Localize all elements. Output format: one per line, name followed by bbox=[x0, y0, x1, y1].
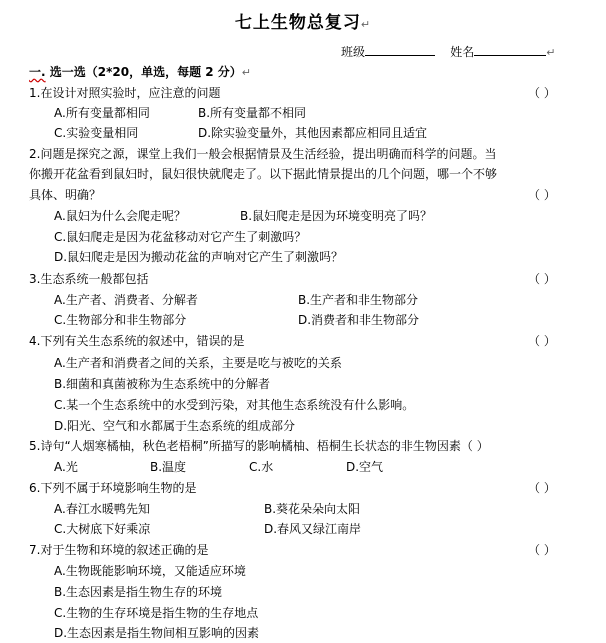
option: A.生物既能影响环境，又能适应环境 bbox=[54, 564, 246, 578]
answer-paren: （ ） bbox=[528, 188, 556, 202]
question-stem: 具体、明确？ bbox=[29, 188, 102, 202]
option: A.鼠妇为什么会爬走呢？ bbox=[54, 209, 186, 223]
option: D.鼠妇爬走是因为搬动花盆的声响对它产生了刺激吗？ bbox=[54, 250, 344, 264]
option: D.生态因素是指生物间相互影响的因素 bbox=[54, 626, 260, 640]
option: B.葵花朵朵向太阳 bbox=[264, 502, 361, 516]
question-stem: 5.诗句“人烟寒橘柚，秋色老梧桐”所描写的影响橘柚、梧桐生长状态的非生物因素（ ） bbox=[29, 439, 489, 453]
option: A.所有变量都相同 bbox=[54, 106, 150, 120]
answer-paren: （ ） bbox=[528, 272, 556, 286]
class-label: 班级 bbox=[341, 45, 366, 59]
option: B.温度 bbox=[150, 460, 187, 474]
option: C.鼠妇爬走是因为花盆移动对它产生了刺激吗？ bbox=[54, 230, 307, 244]
option: D.阳光、空气和水都属于生态系统的组成部分 bbox=[54, 419, 296, 433]
option: D.春风又绿江南岸 bbox=[264, 522, 362, 536]
option: C.实验变量相同 bbox=[54, 126, 139, 140]
question-stem: 2.问题是探究之源，课堂上我们一般会根据情景及生活经验，提出明确而科学的问题。当 bbox=[29, 147, 497, 161]
option: B.所有变量都不相同 bbox=[198, 106, 307, 120]
option: A.生产者、消费者、分解者 bbox=[54, 293, 198, 307]
page-title: 七上生物总复习↵ bbox=[234, 13, 372, 33]
option: B.生态因素是指生物生存的环境 bbox=[54, 585, 223, 599]
option: C.生物的生存环境是指生物的生存地点 bbox=[54, 606, 259, 620]
option: B.生产者和非生物部分 bbox=[298, 293, 419, 307]
option: C.水 bbox=[249, 460, 274, 474]
answer-paren: （ ） bbox=[528, 334, 556, 348]
question-stem: 你搬开花盆看到鼠妇时，鼠妇很快就爬走了。以下据此情景提出的几个问题，哪一个不够 bbox=[29, 167, 498, 181]
option: A.光 bbox=[54, 460, 78, 474]
class-name-fields: 班级 姓名 ↵ bbox=[341, 45, 556, 59]
class-blank[interactable] bbox=[365, 43, 435, 56]
question-stem: 4.下列有关生态系统的叙述中，错误的是 bbox=[29, 334, 245, 348]
option: A.春江水暖鸭先知 bbox=[54, 502, 150, 516]
option: B.细菌和真菌被称为生态系统中的分解者 bbox=[54, 377, 271, 391]
option: D.空气 bbox=[346, 460, 384, 474]
option: D.除实验变量外，其他因素都应相同且适宜 bbox=[198, 126, 428, 140]
option: C.大树底下好乘凉 bbox=[54, 522, 151, 536]
option: C.某一个生态系统中的水受到污染，对其他生态系统没有什么影响。 bbox=[54, 398, 415, 412]
question-stem: 6.下列不属于环境影响生物的是 bbox=[29, 481, 197, 495]
answer-paren: （ ） bbox=[528, 86, 556, 100]
section-heading: 一. 选一选（2*20，单选，每题 2 分）↵ bbox=[29, 65, 251, 79]
question-stem: 3.生态系统一般都包括 bbox=[29, 272, 149, 286]
question-stem: 1.在设计对照实验时，应注意的问题 bbox=[29, 86, 221, 100]
option: B.鼠妇爬走是因为环境变明亮了吗？ bbox=[240, 209, 433, 223]
name-blank[interactable] bbox=[474, 43, 546, 56]
answer-paren: （ ） bbox=[528, 543, 556, 557]
option: D.消费者和非生物部分 bbox=[298, 313, 420, 327]
answer-paren: （ ） bbox=[528, 481, 556, 495]
option: C.生物部分和非生物部分 bbox=[54, 313, 187, 327]
option: A.生产者和消费者之间的关系，主要是吃与被吃的关系 bbox=[54, 356, 342, 370]
name-label: 姓名 bbox=[450, 45, 475, 59]
question-stem: 7.对于生物和环境的叙述正确的是 bbox=[29, 543, 209, 557]
